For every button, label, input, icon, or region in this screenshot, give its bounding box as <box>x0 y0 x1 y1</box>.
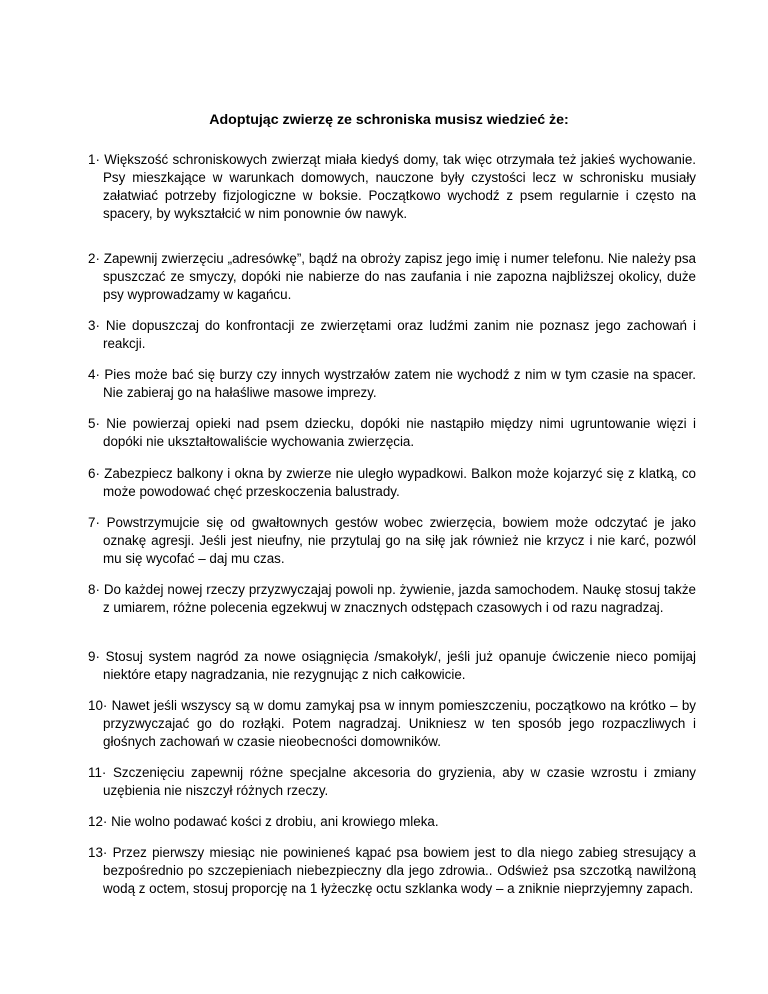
item-text: Zapewnij zwierzęciu „adresówkę”, bądź na obroży zapisz jego imię i numer telefonu. Nie należy psa spuszczać ze smyczy, dopóki nie nabierze do nas zaufania i nie zapozna najbliższej okolicy, duże psy wyprowadzamy w kagańcu. <box>103 251 696 302</box>
item-number: 3· <box>88 318 100 333</box>
list-item-13 <box>88 844 696 898</box>
item-number: 11· <box>88 765 107 780</box>
list-item-4 <box>88 366 696 402</box>
item-number: 10· <box>88 698 108 713</box>
document-title: Adoptując zwierzę ze schroniska musisz wiedzieć że: <box>209 112 569 128</box>
list-item-10 <box>88 697 696 751</box>
item-number: 6· <box>88 466 100 481</box>
list-item-9 <box>88 648 696 684</box>
item-number: 4· <box>88 367 100 382</box>
list-item-11 <box>88 764 696 800</box>
item-text: Stosuj system nagród za nowe osiągnięcia /smakołyk/, jeśli już opanuje ćwiczenie nieco pomijaj niektóre etapy nagradzania, nie rezygnując z nich całkowicie. <box>103 649 696 682</box>
item-number: 12· <box>88 814 108 829</box>
list-item-6 <box>88 465 696 501</box>
item-text: Do każdej nowej rzeczy przyzwyczajaj powoli np. żywienie, jazda samochodem. Naukę stosuj także z umiarem, różne polecenia egzekwuj w znacznych odstępach czasowych i od razu nagradzaj. <box>103 582 696 615</box>
item-number: 7· <box>88 515 100 530</box>
item-text: Większość schroniskowych zwierząt miała kiedyś domy, tak więc otrzymała też jakieś wychowanie. Psy mieszkające w warunkach domowych, nauczone były czystości lecz w schronisku musiały załatwiać potrzeby fizjologiczne w boksie. Początkowo wychodź z psem regularnie i często na spacery, by wykształcić w nim ponownie ów nawyk. <box>103 152 696 221</box>
item-number: 5· <box>88 416 100 431</box>
item-text: Przez pierwszy miesiąc nie powinieneś kąpać psa bowiem jest to dla niego zabieg stresujący a bezpośrednio po szczepieniach niebezpieczny dla jego zdrowia.. Odśwież psa szczotką nawilżoną wodą z octem, stosuj proporcję na 1 łyżeczkę octu szklanka wody – a zniknie nieprzyjemny zapach. <box>103 845 696 896</box>
item-text: Nie wolno podawać kości z drobiu, ani krowiego mleka. <box>111 814 439 829</box>
item-number: 1· <box>88 152 100 167</box>
list-item-8 <box>88 581 696 617</box>
list-item-12 <box>88 813 696 831</box>
item-text: Nie dopuszczaj do konfrontacji ze zwierzętami oraz ludźmi zanim nie poznasz jego zachowań i reakcji. <box>103 318 696 351</box>
item-text: Nawet jeśli wszyscy są w domu zamykaj psa w innym pomieszczeniu, początkowo na krótko – by przyzwyczajać go do rozłąki. Potem nagradzaj. Unikniesz w ten sposób jego rozpaczliwych i głośnych zachowań w czasie nieobecności domowników. <box>103 698 696 749</box>
item-number: 9· <box>88 649 100 664</box>
item-text: Nie powierzaj opieki nad psem dziecku, dopóki nie nastąpiło między nimi ugruntowanie więzi i dopóki nie ukształtowaliście wychowania zwierzęcia. <box>103 416 696 449</box>
item-number: 13· <box>88 845 108 860</box>
item-text: Pies może bać się burzy czy innych wystrzałów zatem nie wychodź z nim w tym czasie na spacer. Nie zabieraj go na hałaśliwe masowe imprezy. <box>103 367 696 400</box>
item-text: Zabezpiecz balkony i okna by zwierze nie uległo wypadkowi. Balkon może kojarzyć się z klatką, co może powodować chęć przeskoczenia balustrady. <box>103 466 696 499</box>
item-text: Powstrzymujcie się od gwałtownych gestów wobec zwierzęcia, bowiem może odczytać je jako oznakę agresji. Jeśli jest nieufny, nie przytulaj go na siłę jak również nie krzycz i nie karć, pozwól mu się wycofać – daj mu czas. <box>103 515 696 566</box>
item-text: Szczenięciu zapewnij różne specjalne akcesoria do gryzienia, aby w czasie wzrostu i zmiany uzębienia nie niszczył różnych rzeczy. <box>103 765 696 798</box>
item-number: 2· <box>88 251 100 266</box>
list-item-7 <box>88 514 696 568</box>
list-item-2 <box>88 250 696 304</box>
list-item-1 <box>88 151 696 223</box>
list-item-3 <box>88 317 696 353</box>
list-item-5 <box>88 415 696 451</box>
item-number: 8· <box>88 582 100 597</box>
